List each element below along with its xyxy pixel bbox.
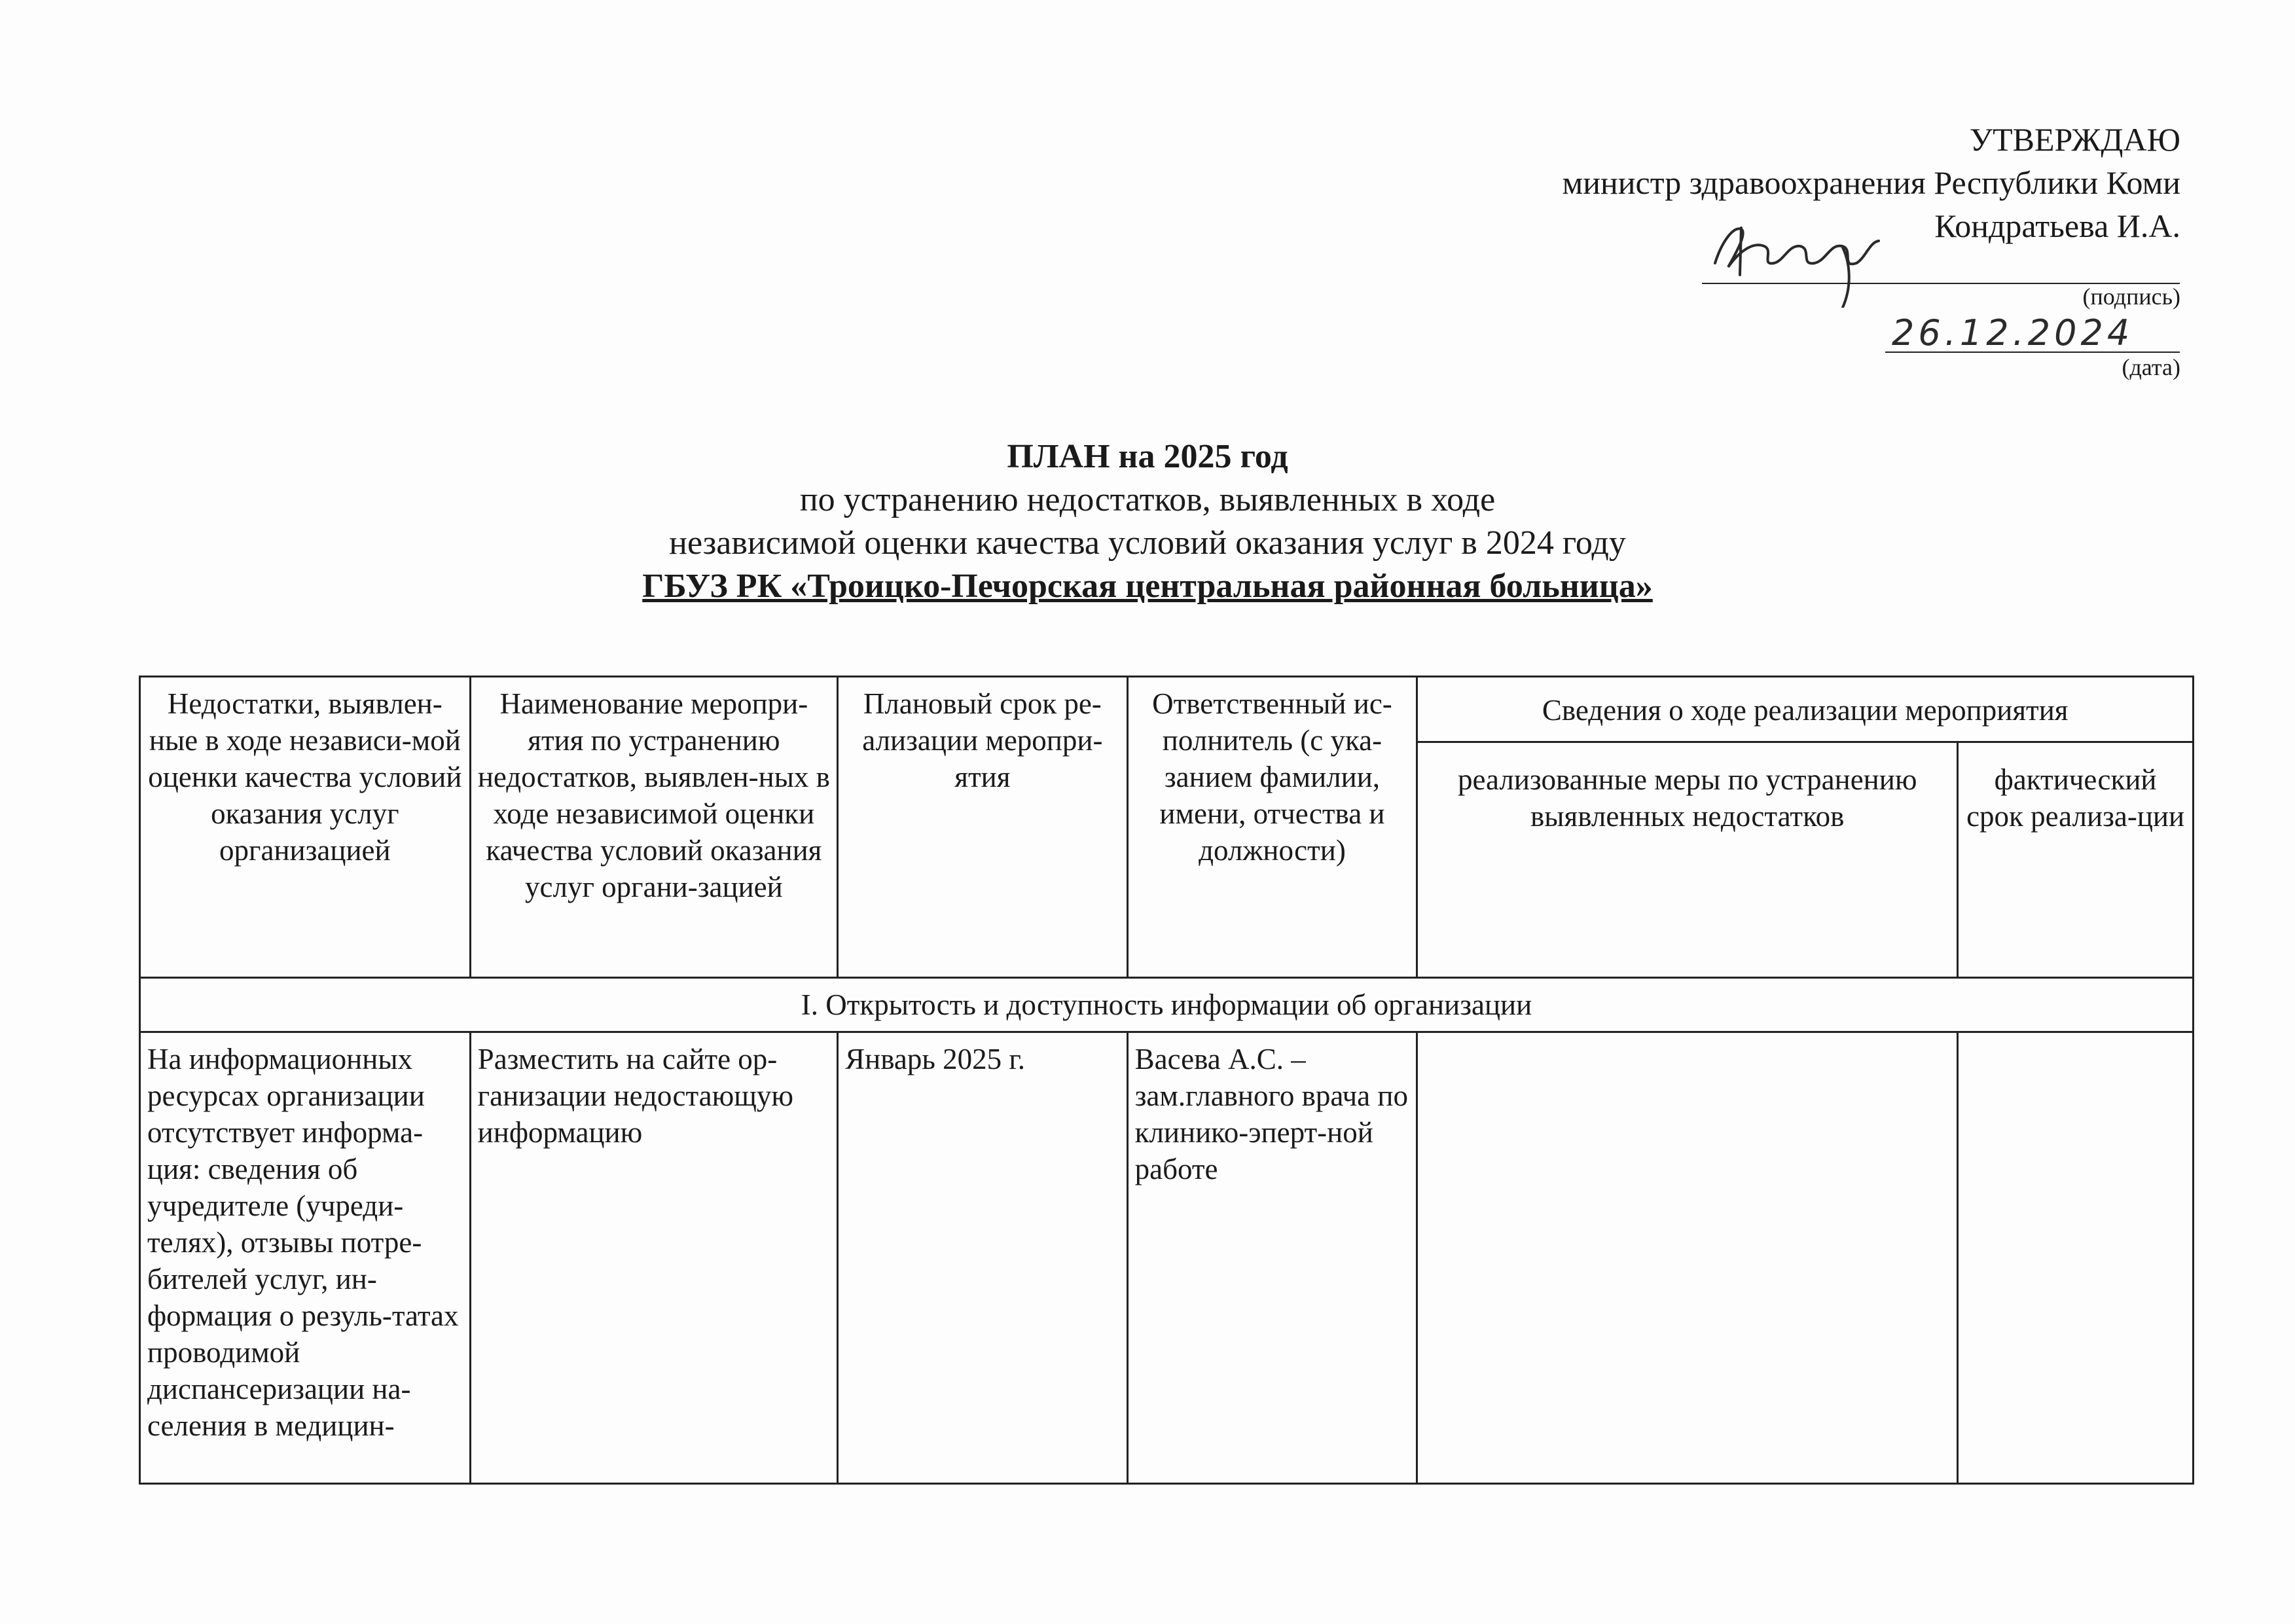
date-line [1885,352,2180,353]
handwritten-date: 26.12.2024 [1892,312,2134,353]
date-area [1885,311,2180,357]
approval-word: УТВЕРЖДАЮ [1969,121,2180,158]
section-row [140,978,2194,1032]
date-caption: (дата) [2122,354,2180,380]
title-line-3: независимой оценки качества условий оказания услуг в 2024 году [669,524,1626,562]
header-measure-name: Наименование меропри-ятия по устранению недостатков, выявлен-ных в ходе независимой оценки качества условий оказания услуг органи-зацией [470,677,837,978]
approver-position: министр здравоохранения Республики Коми [1562,164,2180,201]
organization-name: ГБУЗ РК «Троицко-Печорская центральная районная больница» [642,568,1653,605]
title-line-2: по устранению недостатков, выявленных в ходе [799,481,1496,518]
header-shortcomings: Недостатки, выявлен-ные в ходе независи-мой оценки качества условий оказания услуг организацией [140,677,471,978]
cell-responsible: Васева А.С. – зам.главного врача по клинико-эперт-ной работе [1127,1032,1417,1484]
header-responsible: Ответственный ис-полнитель (с ука-занием фамилии, имени, отчества и должности) [1127,677,1417,978]
header-progress-group: Сведения о ходе реализации мероприятия [1417,677,2194,742]
plan-table [139,676,2194,1485]
document-title [0,435,2295,608]
cell-planned-date: Январь 2025 г. [838,1032,1128,1484]
header-planned-date: Плановый срок ре-ализации меропри-ятия [838,677,1128,978]
table-row [140,1032,2194,1484]
header-implemented-measures: реализованные меры по устранению выявленных недостатков [1417,742,1958,978]
section-title: I. Открытость и доступность информации об организации [140,978,2194,1032]
title-line-1: ПЛАН на 2025 год [1007,438,1288,475]
header-row-1 [140,677,2194,742]
cell-actual-date [1958,1032,2194,1484]
cell-measure: Разместить на сайте ор-ганизации недостающую информацию [470,1032,837,1484]
header-actual-date: фактический срок реализа-ции [1958,742,2194,978]
approver-name: Кондратьева И.А. [1934,208,2180,244]
cell-implemented-measures [1417,1032,1958,1484]
signature-caption: (подпись) [2082,283,2180,310]
cell-shortcoming: На информационных ресурсах организации отсутствует информа-ция: сведения об учредителе (учреди-телях), отзывы потре-бителей услуг, ин-формация о резуль-татах проводимой диспансеризации на-селения в медицин- [140,1032,471,1484]
